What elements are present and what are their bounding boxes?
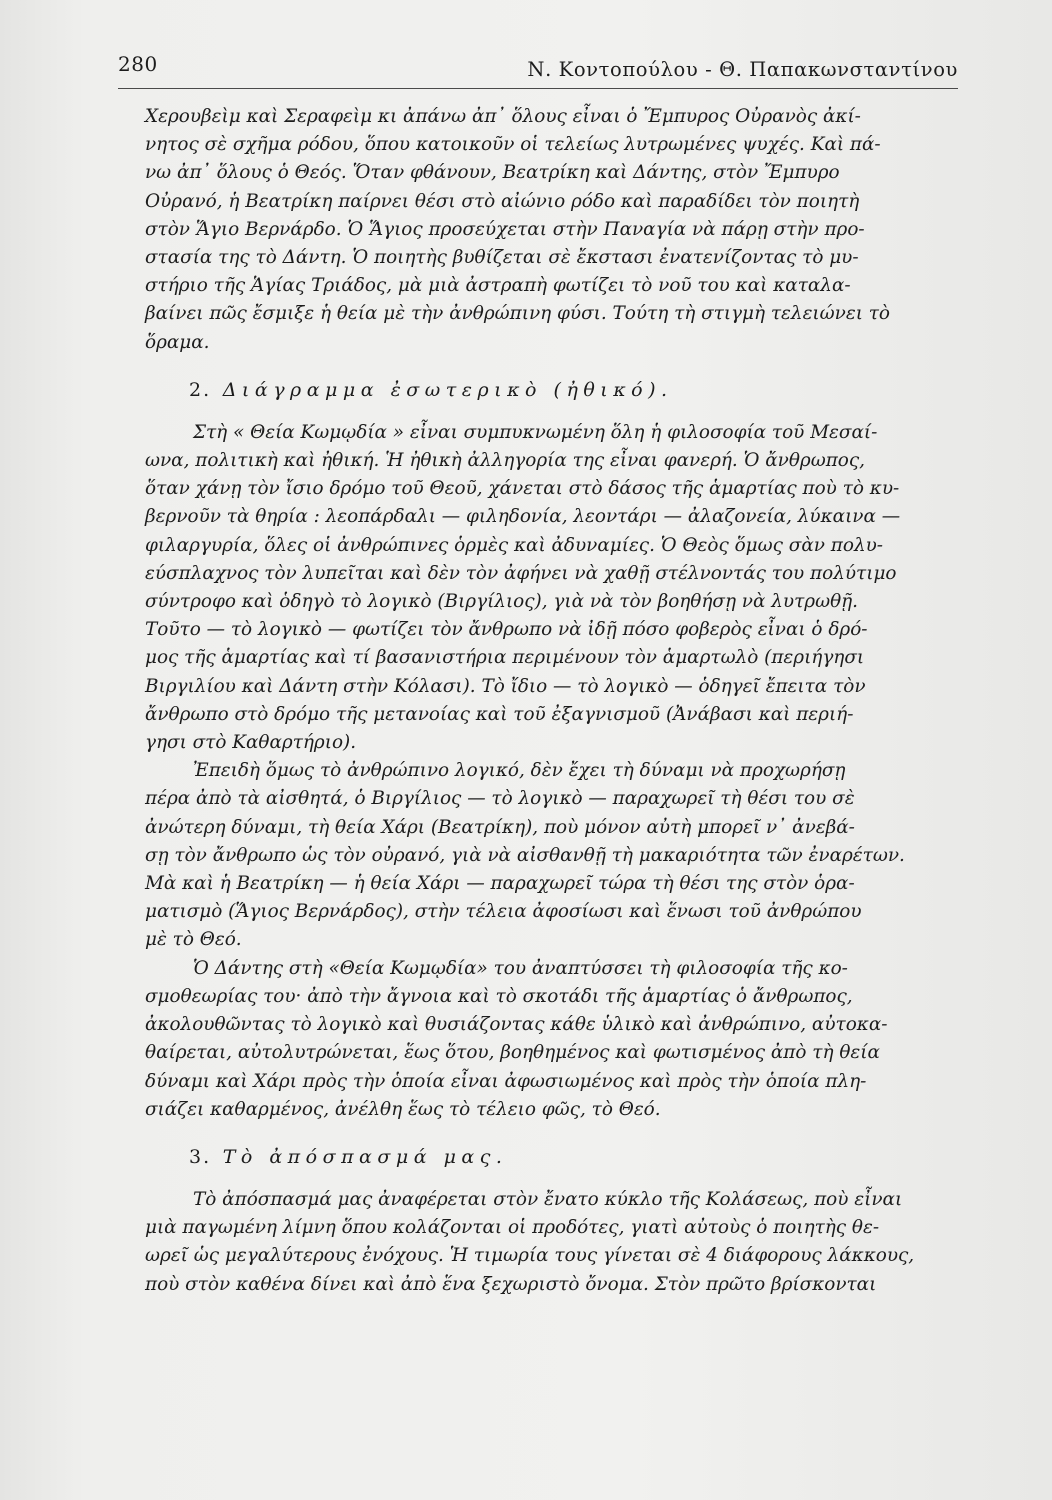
text-line: ἀκολουθῶντας τὸ λογικὸ καὶ θυσιάζοντας κάθε ὑλικὸ καὶ ἀνθρώπινο, αὐτοκα- [145, 1014, 888, 1036]
text-line: ἄνθρωπο στὸ δρόμο τῆς μετανοίας καὶ τοῦ ἐξαγνισμοῦ (Ἀνάβασι καὶ περιή- [145, 703, 854, 725]
text-line: σῃ τὸν ἄνθρωπο ὡς τὸν οὐρανό, γιὰ νὰ αἰσθανθῇ τὴ μακαριότητα τῶν ἐναρέτων. [145, 844, 905, 866]
section-3-heading [189, 1146, 935, 1168]
section-2-title: Διάγραμμα ἐσωτερικὸ (ἠθικό). [222, 378, 673, 401]
page-body [145, 103, 935, 1299]
text-line: γησι στὸ Καθαρτήριο). [145, 732, 357, 754]
page-header [118, 48, 958, 89]
text-line: σμοθεωρίας του· ἀπὸ τὴν ἄγνοια καὶ τὸ σκοτάδι τῆς ἁμαρτίας ὁ ἄνθρωπος, [145, 985, 853, 1007]
text-line: ποὺ στὸν καθένα δίνει καὶ ἀπὸ ἕνα ξεχωριστὸ ὄνομα. Στὸν πρῶτο βρίσκονται [145, 1273, 877, 1295]
text-line: ἀνώτερη δύναμι, τὴ θεία Χάρι (Βεατρίκη), ποὺ μόνον αὐτὴ μπορεῖ ν᾽ ἀνεβά- [145, 816, 855, 838]
text-line: μιὰ παγωμένη λίμνη ὅπου κολάζονται οἱ προδότες, γιατὶ αὐτοὺς ὁ ποιητὴς θε- [145, 1217, 880, 1239]
page-number: 280 [118, 52, 158, 76]
text-line: μὲ τὸ Θεό. [145, 929, 242, 951]
text-line: Χερουβεὶμ καὶ Σεραφεὶμ κι ἀπάνω ἀπ᾽ ὅλους εἶναι ὁ Ἔμπυρος Οὐρανὸς ἀκί- [145, 106, 861, 127]
text-line: Βιργιλίου καὶ Δάντη στὴν Κόλασι). Τὸ ἴδιο — τὸ λογικὸ — ὁδηγεῖ ἔπειτα τὸν [145, 675, 866, 697]
section-2-paragraph-2 [145, 757, 935, 954]
running-head: Ν. Κοντοπούλου - Θ. Παπακωνσταντίνου [527, 58, 958, 81]
text-line: νω ἀπ᾽ ὅλους ὁ Θεός. Ὅταν φθάνουν, Βεατρίκη καὶ Δάντης, στὸν Ἔμπυρο [145, 162, 840, 184]
text-line: Ὁ Δάντης στὴ «Θεία Κωμῳδία» του ἀναπτύσσει τὴ φιλοσοφία τῆς κο- [193, 957, 848, 979]
text-line: Μὰ καὶ ἡ Βεατρίκη — ἡ θεία Χάρι — παραχωρεῖ τώρα τὴ θέσι της στὸν ὁρα- [145, 873, 855, 895]
text-line: στήριο τῆς Ἁγίας Τριάδος, μὰ μιὰ ἀστραπὴ φωτίζει τὸ νοῦ του καὶ καταλα- [145, 275, 851, 297]
section-3-title: Τὸ ἀπόσπασμά μας. [222, 1145, 508, 1168]
text-line: νητος σὲ σχῆμα ρόδου, ὅπου κατοικοῦν οἱ τελείως λυτρωμένες ψυχές. Καὶ πά- [145, 134, 881, 156]
text-line: Οὐρανό, ἡ Βεατρίκη παίρνει θέσι στὸ αἰώνιο ρόδο καὶ παραδίδει τὸν ποιητὴ [145, 190, 860, 212]
text-line: ὅραμα. [145, 331, 210, 353]
text-line: πέρα ἀπὸ τὰ αἰσθητά, ὁ Βιργίλιος — τὸ λογικὸ — παραχωρεῖ τὴ θέσι του σὲ [145, 788, 855, 810]
text-line: ὅταν χάνῃ τὸν ἴσιο δρόμο τοῦ Θεοῦ, χάνεται στὸ δάσος τῆς ἁμαρτίας ποὺ τὸ κυ- [145, 478, 900, 500]
text-line: σιάζει καθαρμένος, ἀνέλθη ἕως τὸ τέλειο φῶς, τὸ Θεό. [145, 1098, 661, 1120]
section-3-paragraph-1 [145, 1186, 935, 1299]
intro-paragraph [145, 103, 935, 357]
text-line: ωνα, πολιτικὴ καὶ ἠθική. Ἡ ἠθικὴ ἀλληγορία της εἶναι φανερή. Ὁ ἄνθρωπος, [145, 450, 866, 472]
text-line: μος τῆς ἁμαρτίας καὶ τί βασανιστήρια περιμένουν τὸν ἁμαρτωλὸ (περιήγησι [145, 647, 865, 669]
text-line: Τοῦτο — τὸ λογικὸ — φωτίζει τὸν ἄνθρωπο νὰ ἰδῇ πόσο φοβερὸς εἶναι ὁ δρό- [145, 619, 868, 641]
text-line: σύντροφο καὶ ὁδηγὸ τὸ λογικὸ (Βιργίλιος), γιὰ νὰ τὸν βοηθήσῃ νὰ λυτρωθῇ. [145, 591, 859, 613]
text-line: θαίρεται, αὐτολυτρώνεται, ἕως ὅτου, βοηθημένος καὶ φωτισμένος ἀπὸ τὴ θεία [145, 1042, 880, 1064]
section-2-paragraph-3 [145, 955, 935, 1124]
text-line: στὸν Ἅγιο Βερνάρδο. Ὁ Ἅγιος προσεύχεται στὴν Παναγία νὰ πάρῃ στὴν προ- [145, 218, 865, 240]
section-2-paragraph-1 [145, 419, 935, 757]
text-line: εύσπλαχνος τὸν λυπεῖται καὶ δὲν τὸν ἀφήνει νὰ χαθῇ στέλνοντάς του πολύτιμο [145, 562, 897, 584]
section-3-number: 3. [189, 1145, 212, 1168]
text-line: στασία της τὸ Δάντη. Ὁ ποιητὴς βυθίζεται σὲ ἔκστασι ἐνατενίζοντας τὸ μυ- [145, 247, 859, 269]
text-line: βαίνει πῶς ἔσμιξε ἡ θεία μὲ τὴν ἀνθρώπινη φύσι. Τούτη τὴ στιγμὴ τελειώνει τὸ [145, 303, 890, 325]
text-line: ματισμὸ (Ἅγιος Βερνάρδος), στὴν τέλεια ἀφοσίωσι καὶ ἕνωσι τοῦ ἀνθρώπου [145, 901, 862, 923]
text-line: ωρεῖ ὡς μεγαλύτερους ἐνόχους. Ἡ τιμωρία τους γίνεται σὲ 4 διάφορους λάκκους, [145, 1245, 915, 1267]
text-line: Στὴ « Θεία Κωμῳδία » εἶναι συμπυκνωμένη ὅλη ἡ φιλοσοφία τοῦ Μεσαί- [193, 421, 878, 443]
text-line: βερνοῦν τὰ θηρία : λεοπάρδαλι — φιληδονία, λεοντάρι — ἀλαζονεία, λύκαινα — [145, 506, 901, 528]
text-line: Ἐπειδὴ ὅμως τὸ ἀνθρώπινο λογικό, δὲν ἔχει τὴ δύναμι νὰ προχωρήσῃ [193, 760, 846, 782]
section-2-number: 2. [189, 378, 212, 401]
text-line: δύναμι καὶ Χάρι πρὸς τὴν ὁποία εἶναι ἀφωσιωμένος καὶ πρὸς τὴν ὁποία πλη- [145, 1070, 867, 1092]
text-line: φιλαργυρία, ὅλες οἱ ἀνθρώπινες ὁρμὲς καὶ ἀδυναμίες. Ὁ Θεὸς ὅμως σὰν πολυ- [145, 534, 883, 556]
section-2-heading [189, 379, 935, 401]
text-line: Τὸ ἀπόσπασμά μας ἀναφέρεται στὸν ἔνατο κύκλο τῆς Κολάσεως, ποὺ εἶναι [193, 1188, 903, 1210]
